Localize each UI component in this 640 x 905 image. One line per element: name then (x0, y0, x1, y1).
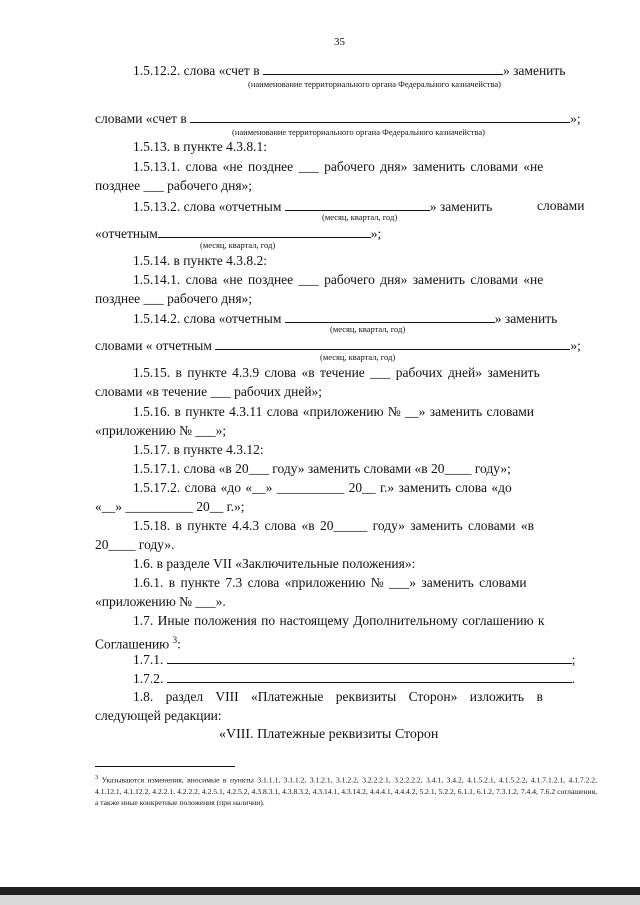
line-prilozheniyu-1: «приложению № ___»; (95, 423, 227, 438)
fill-blank (167, 651, 572, 664)
fill-blank (158, 225, 371, 238)
text: словами « отчетным (95, 338, 212, 353)
footnote-separator (95, 766, 235, 767)
line-1-5-13-2 (133, 198, 492, 215)
note-period-2: (месяц, квартал, год) (200, 240, 276, 250)
text: Соглашению (95, 636, 170, 652)
line-1-5-15: 1.5.15. в пункте 4.3.9 слова «в течение ___ рабочих дней» заменить (133, 365, 540, 380)
text: »; (370, 226, 382, 241)
footnote (95, 772, 597, 808)
word-slovami: словами (537, 198, 585, 213)
scan-edge-shade (0, 895, 640, 905)
line-slovami-schet (95, 110, 581, 127)
line-1-5-12-2 (133, 62, 565, 79)
line-1-6-1: 1.6.1. в пункте 7.3 слова «приложению № ___» заменить словами (133, 575, 527, 590)
text: »; (570, 338, 581, 353)
line-1-5-14: 1.5.14. в пункте 4.3.8.2: (133, 253, 267, 268)
fill-blank (285, 198, 430, 211)
line-1-5-13: 1.5.13. в пункте 4.3.8.1: (133, 139, 267, 154)
note-period-3: (месяц, квартал, год) (330, 324, 406, 334)
text: словами «счет в (95, 111, 187, 126)
text: «отчетным (95, 226, 158, 241)
line-1-5-18: 1.5.18. в пункте 4.4.3 слова «в 20_____ году» заменить словами «в (133, 518, 534, 533)
line-pozdnee-1: позднее ___ рабочего дня»; (95, 178, 253, 193)
text: 1.5.12.2. слова «счет в (133, 63, 260, 78)
fill-blank (167, 670, 572, 683)
text: . (571, 671, 576, 686)
line-1-6: 1.6. в разделе VII «Заключительные положения»: (133, 556, 416, 571)
text: ; (571, 652, 576, 667)
line-prilozheniyu-2: «приложению № ___». (95, 594, 226, 609)
line-20-godu: 20____ году». (95, 537, 175, 552)
note-period-1: (месяц, квартал, год) (322, 212, 398, 222)
text: » заменить (494, 311, 558, 326)
line-1-5-17-1: 1.5.17.1. слова «в 20___ году» заменить словами «в 20____ году»; (133, 461, 511, 476)
line-1-7-2 (133, 670, 575, 687)
fill-blank (263, 62, 503, 75)
text: 1.5.14.2. слова «отчетным (133, 311, 282, 326)
note-treasury-2: (наименование территориального органа Федерального казначейства) (232, 127, 485, 137)
footnote-text: Указываются изменения, вносимые в пункты 3.1.1.1, 3.1.1.2, 3.1.2.1, 3.1.2.2, 3.2.2.2.1, 3.2.2.2.2, 3.4.1, 3.4.2, 4.1.5.2.1, 4.1.5.2.2, 4.1.7.1.2.1, 4.1.7.2.2, 4.1.12.1, 4.1.12.2, 4.2.2.1, 4.2.2.2, 4.2.5.1, 4.2.5.2, 4.3.8.3.1, 4.3.8.3.2, 4.3.14.1, 4.3.14.2, 4.4.4.1, 4.4.4.2, 5.2.1, 5.2.2, 6.1.1, 6.1.2, 7.3.1.2, 7.4.4, 7.6.2 соглашения, а также иные конкретные положения (при наличии). (95, 775, 598, 807)
text: 1.7.1. (133, 652, 164, 667)
note-period-4: (месяц, квартал, год) (320, 352, 396, 362)
footnote-mark: 3 (172, 635, 178, 645)
text: »; (570, 111, 581, 126)
scan-edge-bar (0, 887, 640, 895)
footnote-number: 3 (95, 774, 99, 781)
text: » заменить (429, 199, 493, 214)
fill-blank (190, 110, 570, 123)
line-v-techenie: словами «в течение ___ рабочих дней»; (95, 384, 323, 399)
line-soglasheniyu (95, 632, 181, 653)
page-number: 35 (334, 36, 345, 48)
line-1-8: 1.8. раздел VIII «Платежные реквизиты Сторон» изложить в (133, 689, 543, 704)
line-sleduyushchey: следующей редакции: (95, 708, 222, 723)
line-1-5-17: 1.5.17. в пункте 4.3.12: (133, 442, 264, 457)
fill-blank (215, 337, 570, 350)
line-1-5-14-1: 1.5.14.1. слова «не позднее ___ рабочего дня» заменить словами «не (133, 272, 544, 287)
line-1-7-1 (133, 651, 576, 668)
note-treasury-1: (наименование территориального органа Федерального казначейства) (248, 79, 501, 89)
line-do-date: «__» __________ 20__ г.»; (95, 499, 245, 514)
text: 1.7.2. (133, 671, 164, 686)
text: 1.5.13.2. слова «отчетным (133, 199, 282, 214)
line-1-5-17-2: 1.5.17.2. слова «до «__» __________ 20__ г.» заменить слова «до (133, 480, 512, 495)
line-1-5-13-1: 1.5.13.1. слова «не позднее ___ рабочего дня» заменить словами «не (133, 159, 544, 174)
line-1-5-16: 1.5.16. в пункте 4.3.11 слова «приложению № __» заменить словами (133, 404, 534, 419)
fill-blank (285, 310, 495, 323)
section-heading: «VIII. Платежные реквизиты Сторон (219, 727, 439, 742)
text: : (177, 636, 181, 652)
line-pozdnee-2: позднее ___ рабочего дня»; (95, 291, 253, 306)
line-1-7: 1.7. Иные положения по настоящему Дополнительному соглашению к (133, 613, 545, 628)
text: » заменить (502, 63, 566, 78)
